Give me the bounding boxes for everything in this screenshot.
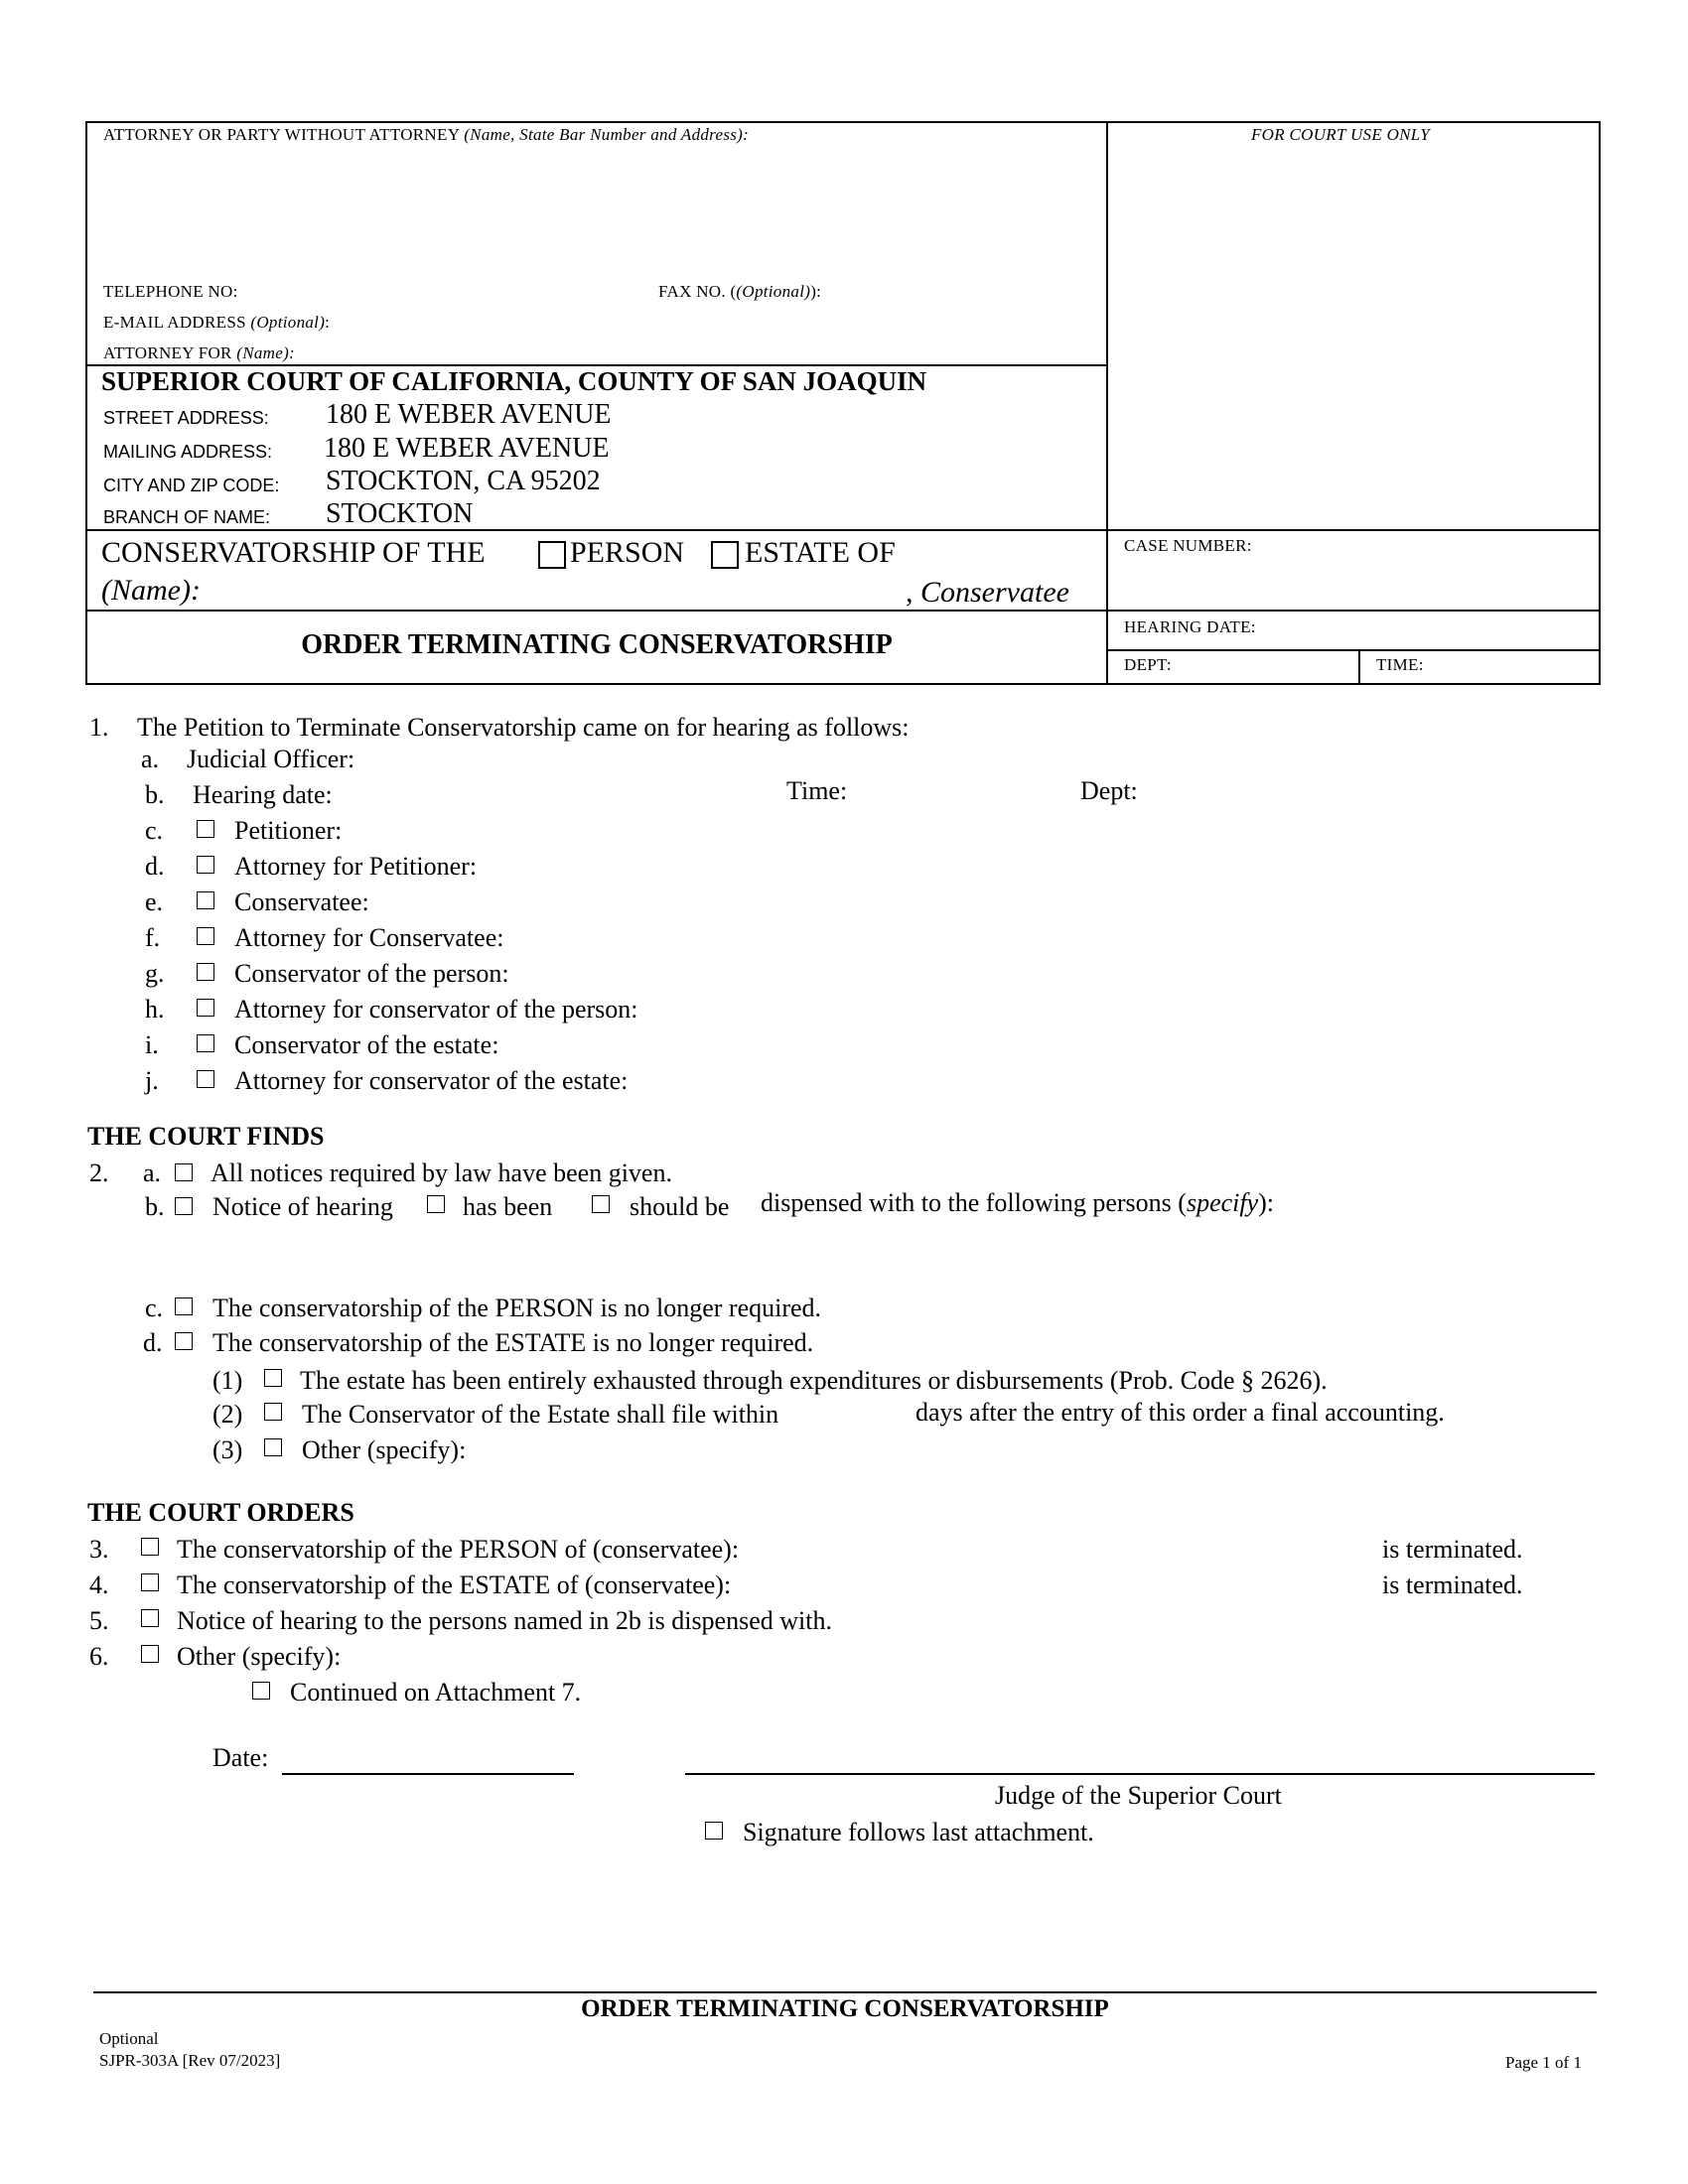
item-2d2-text-a: The Conservator of the Estate shall file within (302, 1400, 779, 1429)
item-1-letter: c. (145, 816, 164, 845)
item-2d3-checkbox[interactable] (264, 1438, 282, 1456)
branch-label: BRANCH OF NAME: (103, 507, 271, 527)
continued-checkbox[interactable] (252, 1682, 270, 1700)
item-2a-text: All notices required by law have been given. (211, 1159, 672, 1187)
item-1-label: Attorney for conservator of the estate: (234, 1066, 629, 1095)
item-1-checkbox[interactable] (197, 999, 214, 1017)
item-3-number: 3. (89, 1535, 109, 1564)
item-1-checkbox[interactable] (197, 1070, 214, 1088)
footer-form-id: SJPR-303A [Rev 07/2023] (99, 2051, 281, 2070)
city-label: CITY AND ZIP CODE: (103, 476, 280, 495)
time-label: TIME: (1376, 655, 1424, 674)
item-1a-letter: a. (141, 745, 160, 773)
item-4-text: The conservatorship of the ESTATE of (conservatee): (177, 1570, 732, 1599)
conservatee-label: , Conservatee (906, 576, 1069, 609)
person-label: PERSON (570, 536, 685, 569)
item-6-checkbox[interactable] (141, 1645, 159, 1663)
item-4-terminated: is terminated. (1382, 1570, 1523, 1599)
item-1-checkbox[interactable] (197, 891, 214, 909)
item-2b-has-been: has been (463, 1192, 553, 1221)
footer-title: ORDER TERMINATING CONSERVATORSHIP (581, 1995, 1109, 2022)
item-6-number: 6. (89, 1642, 109, 1671)
street-label: STREET ADDRESS: (103, 408, 269, 428)
dept-time-divider (1358, 649, 1360, 685)
attorney-label: ATTORNEY OR PARTY WITHOUT ATTORNEY (Name, State Bar Number and Address): (103, 125, 750, 144)
dept-label: DEPT: (1124, 655, 1172, 674)
item-2b-checkbox[interactable] (175, 1197, 193, 1215)
item-2d1-number: (1) (212, 1366, 243, 1395)
judicial-officer-label: Judicial Officer: (187, 745, 355, 773)
court-orders-heading: THE COURT ORDERS (87, 1498, 354, 1527)
item-2b-dispensed: dispensed with to the following persons (specify): (761, 1188, 1275, 1217)
item-2d2-number: (2) (212, 1400, 243, 1429)
item-1-label: Attorney for Conservatee: (234, 923, 504, 952)
item-1-checkbox[interactable] (197, 927, 214, 945)
caption-box (85, 121, 1601, 685)
signature-follows-checkbox[interactable] (705, 1822, 723, 1840)
item-2d1-checkbox[interactable] (264, 1369, 282, 1387)
item-2d3-text: Other (specify): (302, 1435, 467, 1464)
person-checkbox[interactable] (538, 541, 566, 569)
estate-checkbox[interactable] (711, 541, 739, 569)
conservatorship-of-label: CONSERVATORSHIP OF THE (101, 536, 486, 569)
item-5-text: Notice of hearing to the persons named in 2b is dispensed with. (177, 1606, 832, 1635)
item-2b-letter: b. (145, 1192, 165, 1221)
telephone-label: TELEPHONE NO: (103, 282, 238, 301)
item-1-letter: j. (145, 1066, 159, 1095)
item-1-letter: d. (145, 852, 165, 881)
has-been-checkbox[interactable] (427, 1195, 445, 1213)
branch-value: STOCKTON (326, 498, 474, 529)
item-1-label: Conservator of the estate: (234, 1030, 499, 1059)
item-1-checkbox[interactable] (197, 1034, 214, 1052)
city-value: STOCKTON, CA 95202 (326, 466, 601, 496)
mailing-label: MAILING ADDRESS: (103, 442, 273, 462)
item-1-label: Conservatee: (234, 887, 369, 916)
item-2c-text: The conservatorship of the PERSON is no longer required. (212, 1294, 822, 1322)
item-2d2-text-b: days after the entry of this order a final accounting. (915, 1398, 1445, 1427)
email-label: E-MAIL ADDRESS (Optional): (103, 313, 331, 332)
should-be-checkbox[interactable] (592, 1195, 610, 1213)
judge-signature-line[interactable] (685, 1773, 1595, 1775)
item-1-label: Attorney for conservator of the person: (234, 995, 638, 1024)
item-2c-checkbox[interactable] (175, 1297, 193, 1315)
item-1-checkbox[interactable] (197, 820, 214, 838)
item-1-letter: h. (145, 995, 165, 1024)
date-label: Date: (212, 1743, 269, 1772)
item-2-number: 2. (89, 1159, 109, 1187)
hearing-date-label: HEARING DATE: (1124, 617, 1256, 636)
court-box-bottom (85, 529, 1601, 531)
court-name: SUPERIOR COURT OF CALIFORNIA, COUNTY OF SAN JOAQUIN (101, 366, 927, 396)
attorney-for-label: ATTORNEY FOR (Name): (103, 343, 296, 362)
item-1-label: Petitioner: (234, 816, 343, 845)
street-value: 180 E WEBER AVENUE (326, 399, 612, 430)
item-1-letter: i. (145, 1030, 159, 1059)
item-1-number: 1. (89, 713, 109, 742)
item-2b-should-be: should be (630, 1192, 730, 1221)
item-1b-letter: b. (145, 780, 165, 809)
estate-of-label: ESTATE OF (745, 536, 896, 569)
form-title: ORDER TERMINATING CONSERVATORSHIP (301, 629, 893, 660)
hearing-box-divider (1106, 649, 1601, 651)
item-4-number: 4. (89, 1570, 109, 1599)
footer-optional: Optional (99, 2029, 159, 2048)
dept-field-label: Dept: (1080, 776, 1138, 805)
item-2d1-text: The estate has been entirely exhausted through expenditures or disbursements (Prob. Code § 2626). (300, 1366, 1328, 1395)
item-2a-letter: a. (143, 1159, 162, 1187)
caption-divider (1106, 121, 1108, 685)
item-2c-letter: c. (145, 1294, 164, 1322)
item-1-letter: f. (145, 923, 161, 952)
footer-rule (93, 1991, 1597, 1993)
item-5-checkbox[interactable] (141, 1609, 159, 1627)
item-1-checkbox[interactable] (197, 963, 214, 981)
item-1-intro: The Petition to Terminate Conservatorship came on for hearing as follows: (137, 713, 910, 742)
item-6-text: Other (specify): (177, 1642, 342, 1671)
item-1-letter: g. (145, 959, 165, 988)
item-1-label: Attorney for Petitioner: (234, 852, 478, 881)
item-1-letter: e. (145, 887, 164, 916)
item-2d-checkbox[interactable] (175, 1332, 193, 1350)
name-label: (Name): (101, 574, 201, 607)
footer-page: Page 1 of 1 (1505, 2053, 1582, 2072)
item-1-label: Conservator of the person: (234, 959, 509, 988)
item-4-checkbox[interactable] (141, 1573, 159, 1591)
fax-label: FAX NO. ((Optional)): (658, 282, 822, 301)
judge-label: Judge of the Superior Court (995, 1781, 1282, 1810)
item-3-terminated: is terminated. (1382, 1535, 1523, 1564)
item-2d2-checkbox[interactable] (264, 1403, 282, 1421)
item-2d-text: The conservatorship of the ESTATE is no longer required. (212, 1328, 814, 1357)
item-2d3-number: (3) (212, 1435, 243, 1464)
item-5-number: 5. (89, 1606, 109, 1635)
item-2a-checkbox[interactable] (175, 1163, 193, 1181)
court-finds-heading: THE COURT FINDS (87, 1122, 325, 1151)
mailing-value: 180 E WEBER AVENUE (324, 433, 610, 464)
item-2b-notice: Notice of hearing (212, 1192, 393, 1221)
signature-follows-text: Signature follows last attachment. (743, 1818, 1094, 1846)
item-3-text: The conservatorship of the PERSON of (conservatee): (177, 1535, 740, 1564)
date-line[interactable] (282, 1773, 574, 1775)
continued-text: Continued on Attachment 7. (290, 1678, 582, 1706)
court-use-label: FOR COURT USE ONLY (1251, 125, 1430, 144)
hearing-date-field-label: Hearing date: (193, 780, 333, 809)
item-3-checkbox[interactable] (141, 1538, 159, 1556)
title-box-top (85, 610, 1601, 612)
item-1-checkbox[interactable] (197, 856, 214, 874)
item-2d-letter: d. (143, 1328, 163, 1357)
time-field-label: Time: (786, 776, 848, 805)
case-number-label: CASE NUMBER: (1124, 536, 1252, 555)
